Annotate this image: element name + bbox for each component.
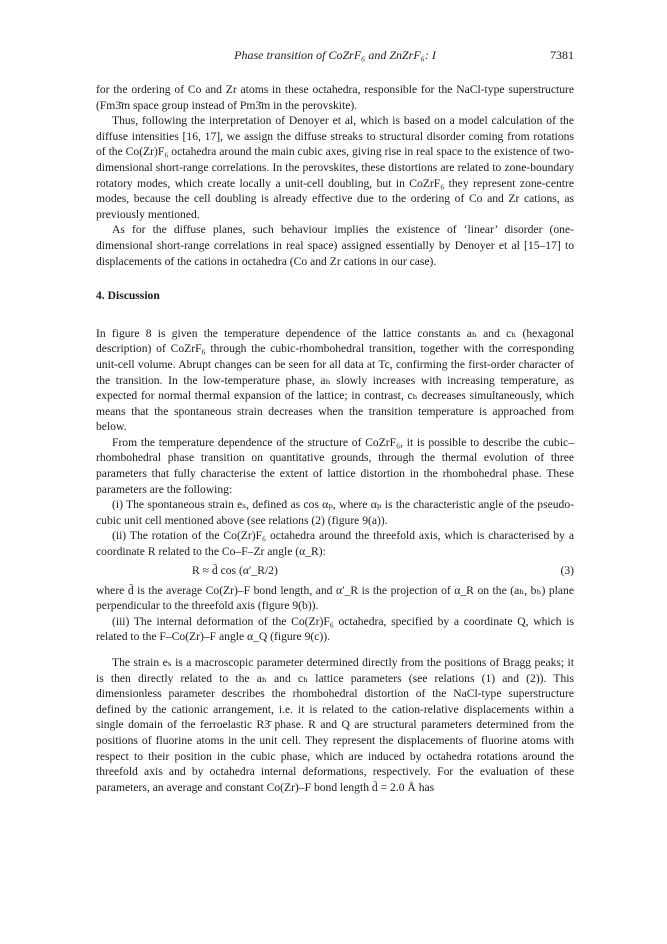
paragraph-bond-length: where d̄ is the average Co(Zr)–F bond length, and α′_R is the projection of α_R on the (aₕ, bₕ) plane perpendicular to the threefold axis (figure 9(b)). xyxy=(96,583,574,613)
paragraph-strain-discussion: The strain eₛ is a macroscopic parameter determined directly from the positions of Bragg peaks; it is then directly related to the aₕ and cₕ lattice parameters (see relations (1) and (2)). This dimensionless parameter describes the rhombohedral distortion of the NaCl-type superstructure defined by the cationic arrangement, i.e. it is related to the cation-relative displacements within a single domain of the ferroelastic R3̄ phase. R and Q are structural parameters determined from the positions of fluorine atoms in the unit cell. They represent the displacements of fluorine atoms with respect to their position in the cubic phase, which are induced by octahedra rotations around the threefold axis and by octahedra internal deformations, respectively. For the evaluation of these parameters, an average and constant Co(Zr)–F bond length d̄ = 2.0 Å has xyxy=(96,656,574,794)
running-title: Phase transition of CoZrF₆ and ZnZrF₆: I xyxy=(234,48,436,62)
page-number: 7381 xyxy=(550,48,574,62)
paragraph-diffuse-streaks: Thus, following the interpretation of Denoyer et al, which is based on a model calculation of the diffuse intensities [16, 17], we assign the diffuse streaks to structural disorder coming from rotations of the Co(Zr)F₆ octahedra around the main cubic axes, giving rise in real space to the existence of two-dimensional short-range correlations. In the perovskites, these distortions are related to zone-boundary rotatory modes, which create locally a unit-cell doubling, but in CoZrF₆ they represent zone-centre modes, because the cell doubling is already effective due to the ordering of Co and Zr cations, as previously mentioned. xyxy=(96,114,574,221)
equation-expression: R ≈ d̄ cos (α′_R/2) xyxy=(192,563,278,577)
equation-number: (3) xyxy=(560,563,574,577)
section-heading: 4. Discussion xyxy=(96,289,160,303)
paragraph-lattice-constants: In figure 8 is given the temperature dependence of the lattice constants aₕ and cₕ (hexagonal description) of CoZrF₆ through the cubic-rhombohedral transition, together with the corresponding unit-cell volume. Abrupt changes can be seen for all data at Tc, confirming the first-order character of the transition. In the low-temperature phase, aₕ slowly increases with increasing temperature, as expected for normal thermal expansion of the lattice; in contrast, cₕ decreases simultaneously, which means that the spontaneous strain decreases when the transition temperature is approached from below. xyxy=(96,326,574,434)
paragraph-ordering: for the ordering of Co and Zr atoms in these octahedra, responsible for the NaCl-type superstructure (Fm3̄m space group instead of Pm3̄m in the perovskite). xyxy=(96,83,574,112)
paragraph-deformation: (iii) The internal deformation of the Co(Zr)F₆ octahedra, specified by a coordinate Q, which is related to the F–Co(Zr)–F angle α_Q (figure 9(c)). xyxy=(96,614,574,644)
paragraph-diffuse-planes: As for the diffuse planes, such behaviour implies the existence of ‘linear’ disorder (one-dimensional short-range correlations in real space) assigned essentially by Denoyer et al [15–17] to displacements of the cations in octahedra (Co and Zr cations in our case). xyxy=(96,223,574,268)
equation-3 xyxy=(96,563,574,580)
paragraph-strain: (i) The spontaneous strain eₛ, defined as cos αₚ, where αₚ is the characteristic angle of the pseudo-cubic unit cell mentioned above (see relations (2) (figure 9(a)). xyxy=(96,498,574,527)
article-body xyxy=(96,82,574,795)
paragraph-rotation: (ii) The rotation of the Co(Zr)F₆ octahedra around the threefold axis, which is characterised by a coordinate R related to the Co–F–Zr angle (α_R): xyxy=(96,529,574,559)
running-header xyxy=(96,48,574,64)
paragraph-parameters-intro: From the temperature dependence of the structure of CoZrF₆, it is possible to describe the cubic–rhombohedral phase transition on quantitative grounds, through the thermal evolution of three parameters that fully characterise the extent of lattice distortion in the rhombohedral phase. These parameters are the following: xyxy=(96,435,574,496)
